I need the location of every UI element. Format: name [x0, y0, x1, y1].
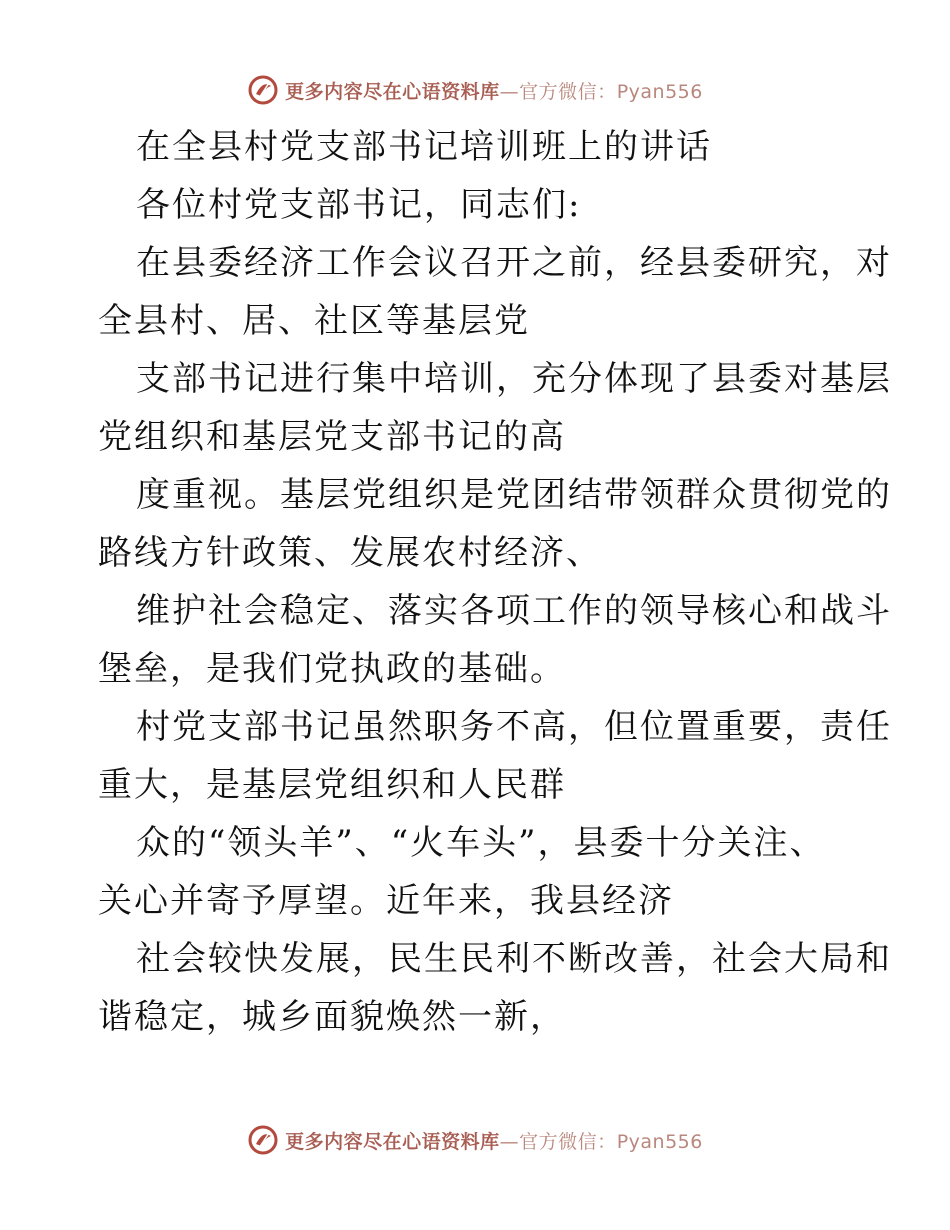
document-title: 在全县村党支部书记培训班上的讲话: [136, 127, 712, 167]
paragraph-line: 众的“领头羊”、“火车头”，县委十分关注、: [136, 823, 826, 863]
paragraph-line: 谐稳定，城乡面貌焕然一新，: [98, 997, 566, 1037]
paragraph-line: 支部书记进行集中培训，充分体现了县委对基层: [136, 359, 892, 399]
footer-banner-wechat-id: Pyan556: [616, 1130, 703, 1153]
paragraph-line: 维护社会稳定、落实各项工作的领导核心和战斗: [136, 591, 892, 631]
header-banner-text: [285, 77, 703, 104]
footer-banner: [0, 1120, 950, 1160]
library-logo-icon: [247, 74, 279, 106]
paragraph-line: 度重视。基层党组织是党团结带领群众贯彻党的: [136, 475, 892, 515]
paragraph-line: 党组织和基层党支部书记的高: [98, 417, 566, 457]
paragraph-line: 全县村、居、社区等基层党: [98, 301, 530, 341]
footer-banner-title: 更多内容尽在心语资料库: [285, 1130, 500, 1153]
footer-banner-wechat-label: 官方微信：: [519, 1130, 617, 1153]
footer-banner-separator: —: [499, 1130, 520, 1153]
paragraph-line: 路线方针政策、发展农村经济、: [98, 533, 602, 573]
paragraph-line: 社会较快发展，民生民利不断改善，社会大局和: [136, 939, 892, 979]
footer-banner-text: [285, 1127, 703, 1154]
salutation: 各位村党支部书记，同志们:: [136, 185, 582, 225]
header-banner-wechat-label: 官方微信：: [519, 80, 617, 103]
header-banner-wechat-id: Pyan556: [616, 80, 703, 103]
paragraph-line: 关心并寄予厚望。近年来，我县经济: [98, 881, 674, 921]
paragraph-line: 村党支部书记虽然职务不高，但位置重要，责任: [136, 707, 892, 747]
header-banner-title: 更多内容尽在心语资料库: [285, 80, 500, 103]
paragraph-line: 在县委经济工作会议召开之前，经县委研究，对: [136, 243, 892, 283]
paragraph-line: 堡垒，是我们党执政的基础。: [98, 649, 566, 689]
header-banner: [0, 70, 950, 110]
paragraph-line: 重大，是基层党组织和人民群: [98, 765, 566, 805]
header-banner-separator: —: [499, 80, 520, 103]
library-logo-icon: [247, 1124, 279, 1156]
